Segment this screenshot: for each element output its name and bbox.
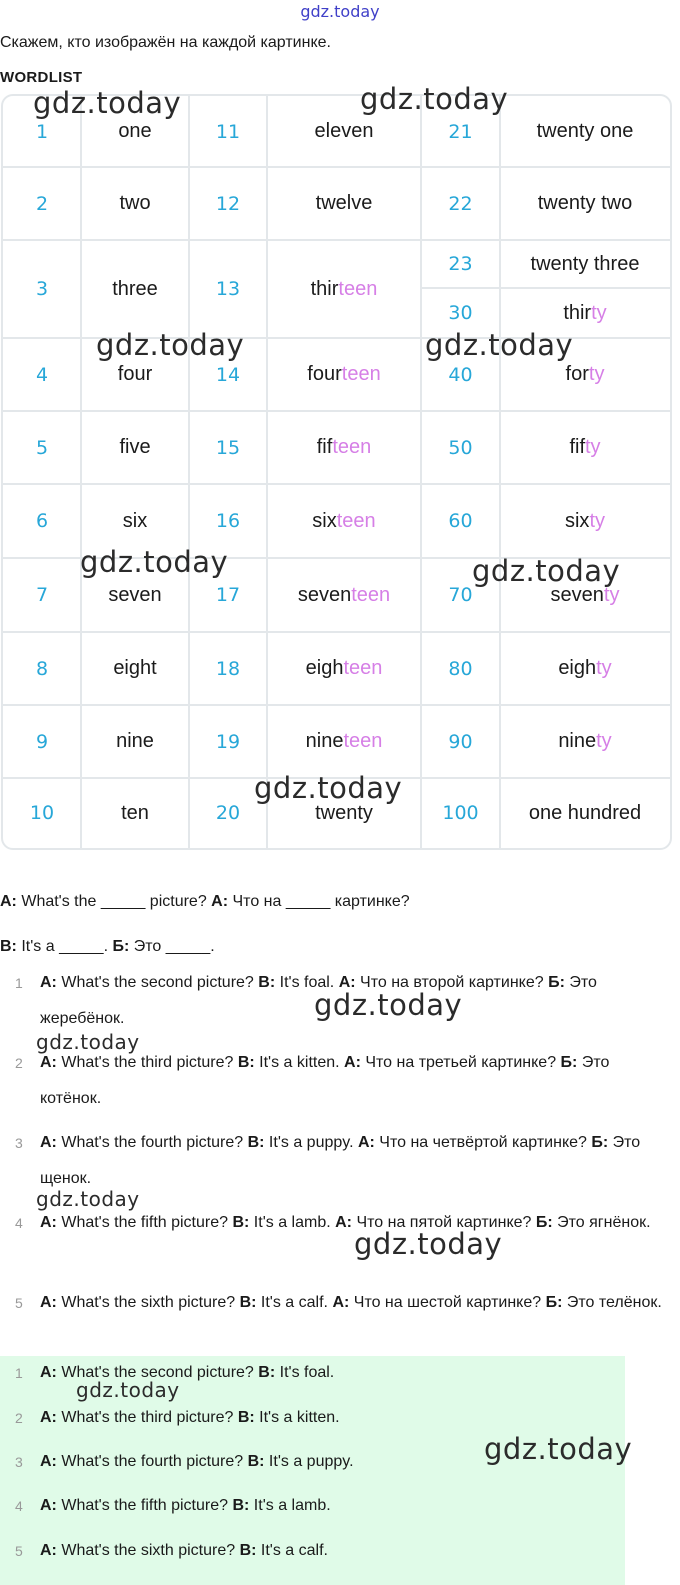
text-part: Что на четвёртой картинке?: [374, 1134, 592, 1151]
number-cell: 6: [35, 510, 49, 532]
item-text: [40, 1045, 672, 1117]
text-part: B:: [237, 1054, 255, 1071]
text-part: А:: [338, 974, 356, 991]
wordlist-table: [1, 94, 672, 850]
number-cell: 50: [448, 436, 473, 459]
word-cell: [500, 484, 670, 558]
watermark: gdz.today: [80, 545, 229, 579]
number-cell: 20: [215, 802, 241, 824]
text-part: А:: [357, 1134, 375, 1151]
item-number: 5: [15, 1543, 23, 1559]
watermark: gdz.today: [76, 1378, 180, 1402]
word-cell: [500, 288, 670, 338]
text-part: A:: [40, 1134, 57, 1151]
number-cell: 30: [448, 302, 473, 324]
text-part: Б:: [535, 1214, 553, 1231]
word-cell: six: [122, 509, 148, 532]
word-cell: [267, 96, 421, 167]
word-suffix: teen: [341, 363, 381, 385]
text-part: What's the fourth picture?: [56, 1134, 248, 1151]
word-suffix: ty: [596, 657, 612, 679]
text-part: It's a puppy.: [264, 1134, 358, 1151]
number-cell: 17: [215, 584, 241, 606]
text-part: A:: [40, 1409, 57, 1426]
word-suffix: teen: [343, 657, 383, 679]
word-stem: for: [565, 363, 589, 385]
text-part: Это жеребёнок.: [40, 974, 597, 1027]
item-number: 4: [15, 1498, 23, 1514]
word-stem: twenty: [315, 801, 373, 824]
text-part: A:: [40, 1214, 57, 1231]
word-suffix: teen: [338, 277, 378, 300]
text-part: B:: [237, 1409, 255, 1426]
text-part: B:: [239, 1542, 257, 1559]
word-stem: thir: [563, 301, 592, 324]
item-number: 1: [15, 1365, 23, 1381]
number-cell: 90: [448, 730, 473, 753]
text-part: Б:: [548, 974, 565, 991]
text-part: Что на третьей картинке?: [360, 1054, 561, 1071]
wordlist-heading: WORDLIST: [0, 69, 83, 86]
word-cell: two: [119, 192, 151, 214]
item-text: [40, 1444, 672, 1480]
number-cell: 12: [215, 192, 241, 215]
watermark: gdz.today: [254, 771, 403, 805]
watermark: gdz.today: [354, 1227, 503, 1261]
dialogue-pattern-question: A: What's the _____ picture? А: Что на _____ картинке?: [0, 893, 410, 910]
word-cell: five: [119, 436, 151, 458]
number-cell: 18: [215, 657, 241, 680]
word-stem: thir: [310, 277, 339, 300]
number-cell: 3: [35, 278, 49, 300]
text-part: It's foal.: [275, 974, 339, 991]
word-stem: twenty three: [530, 252, 640, 275]
word-cell: [500, 558, 670, 632]
number-cell: 22: [448, 192, 473, 215]
text-part: B:: [239, 1294, 257, 1311]
item-number: 3: [15, 1135, 23, 1151]
word-stem: six: [312, 509, 337, 532]
text-part: Б:: [560, 1054, 578, 1071]
word-stem: six: [564, 509, 590, 532]
text-part: B:: [247, 1134, 265, 1151]
word-suffix: teen: [351, 583, 391, 606]
watermark: gdz.today: [425, 328, 574, 362]
word-stem: eigh: [558, 657, 597, 679]
number-cell: 40: [448, 363, 473, 386]
item-text: [40, 1488, 672, 1524]
text-part: It's a calf.: [256, 1542, 328, 1559]
text-part: Это телёнок.: [562, 1294, 662, 1311]
word-cell: [500, 632, 670, 705]
word-stem: twenty two: [537, 192, 633, 214]
number-cell: 7: [35, 584, 49, 606]
number-cell: 16: [215, 510, 241, 532]
text-part: It's a lamb.: [249, 1497, 331, 1514]
word-cell: [500, 705, 670, 778]
word-stem: four: [307, 363, 342, 385]
word-cell: [500, 240, 670, 288]
watermark-top: gdz.today: [300, 2, 380, 21]
number-cell: 1: [35, 120, 49, 143]
word-stem: twenty one: [536, 120, 634, 142]
word-suffix: ty: [603, 583, 620, 606]
word-cell: [500, 338, 670, 411]
text-part: What's the second picture?: [56, 1364, 259, 1381]
text-part: What's the third picture?: [56, 1054, 238, 1071]
text-part: B:: [232, 1214, 250, 1231]
text-part: It's a kitten.: [254, 1409, 340, 1426]
watermark: gdz.today: [33, 86, 182, 120]
word-stem: fif: [569, 436, 585, 458]
number-cell: 9: [35, 730, 49, 753]
text-part: What's the sixth picture?: [56, 1294, 240, 1311]
word-cell: [267, 705, 421, 778]
text-part: Это ягнёнок.: [552, 1214, 651, 1231]
text-part: Б:: [591, 1134, 609, 1151]
word-cell: [267, 338, 421, 411]
word-suffix: ty: [589, 509, 605, 532]
number-cell: 21: [448, 120, 473, 143]
word-suffix: ty: [591, 301, 607, 324]
text-part: What's the fifth picture?: [56, 1214, 233, 1231]
word-cell: [500, 411, 670, 484]
watermark: gdz.today: [472, 554, 621, 588]
text-part: Б:: [545, 1294, 563, 1311]
item-number: 4: [15, 1215, 23, 1231]
dialogue-pattern-answer: B: It's a _____. Б: Это _____.: [0, 938, 215, 955]
number-cell: 60: [448, 510, 473, 532]
text-part: B:: [232, 1497, 250, 1514]
text-part: Что на шестой картинке?: [349, 1294, 546, 1311]
watermark: gdz.today: [36, 1187, 140, 1211]
number-cell: 23: [448, 253, 473, 275]
text-part: Что на пятой картинке?: [352, 1214, 536, 1231]
watermark: gdz.today: [96, 328, 245, 362]
text-part: What's the second picture?: [56, 974, 259, 991]
item-number: 5: [15, 1295, 23, 1311]
word-suffix: teen: [332, 436, 372, 458]
word-suffix: ty: [585, 436, 601, 458]
word-cell: [267, 240, 421, 338]
word-cell: ten: [121, 801, 149, 824]
text-part: A:: [40, 974, 57, 991]
text-part: It's a calf.: [256, 1294, 333, 1311]
number-cell: 70: [448, 584, 473, 606]
number-cell: 11: [215, 120, 241, 143]
word-cell: eight: [113, 657, 157, 679]
text-part: А:: [344, 1054, 361, 1071]
text-part: What's the fourth picture?: [56, 1453, 248, 1470]
item-text: [40, 1400, 672, 1436]
number-cell: 13: [215, 278, 241, 300]
word-cell: seven: [108, 583, 162, 606]
word-cell: one: [118, 120, 152, 142]
number-cell: 4: [35, 363, 49, 386]
item-text: [40, 965, 672, 1037]
word-stem: one hundred: [528, 801, 642, 824]
word-cell: [267, 558, 421, 632]
number-cell: 19: [215, 730, 241, 753]
text-part: A:: [40, 1497, 57, 1514]
number-cell: 80: [448, 657, 473, 680]
text-part: B:: [258, 974, 276, 991]
text-part: Это котёнок.: [40, 1054, 610, 1107]
word-suffix: teen: [336, 509, 376, 532]
item-number: 2: [15, 1410, 23, 1426]
text-part: B:: [258, 1364, 276, 1381]
number-cell: 5: [35, 436, 49, 459]
word-suffix: teen: [343, 730, 383, 752]
number-cell: 15: [215, 436, 241, 459]
word-cell: [500, 167, 670, 240]
word-suffix: ty: [596, 730, 612, 752]
text-part: A:: [40, 1364, 57, 1381]
number-cell: 8: [35, 657, 49, 680]
word-cell: nine: [116, 730, 154, 752]
word-stem: seven: [297, 583, 352, 606]
word-stem: fif: [316, 436, 333, 458]
text-part: A:: [40, 1453, 57, 1470]
number-cell: 100: [442, 802, 479, 824]
watermark: gdz.today: [314, 988, 463, 1022]
item-number: 3: [15, 1454, 23, 1470]
text-part: What's the third picture?: [56, 1409, 238, 1426]
word-cell: [267, 167, 421, 240]
word-suffix: ty: [588, 363, 605, 385]
word-stem: nine: [558, 730, 597, 752]
word-stem: seven: [550, 583, 604, 606]
word-cell: [500, 778, 670, 848]
word-stem: nine: [305, 730, 344, 752]
word-cell: [267, 632, 421, 705]
task-instruction: Скажем, кто изображён на каждой картинке.: [0, 34, 331, 51]
text-part: А:: [332, 1294, 350, 1311]
item-text: [40, 1205, 672, 1241]
text-part: Это щенок.: [40, 1134, 641, 1187]
text-part: It's foal.: [275, 1364, 335, 1381]
word-cell: [500, 96, 670, 167]
number-cell: 2: [35, 192, 49, 215]
word-stem: eleven: [314, 120, 374, 142]
item-text: [40, 1533, 672, 1569]
watermark: gdz.today: [484, 1432, 633, 1466]
item-number: 1: [15, 975, 23, 991]
word-cell: [267, 778, 421, 848]
word-stem: eigh: [305, 657, 344, 679]
item-text: [40, 1125, 672, 1197]
text-part: What's the fifth picture?: [56, 1497, 233, 1514]
number-cell: 14: [215, 363, 241, 386]
text-part: A:: [40, 1054, 57, 1071]
word-cell: three: [112, 277, 158, 300]
text-part: What's the sixth picture?: [56, 1542, 240, 1559]
text-part: Что на второй картинке?: [355, 974, 549, 991]
text-part: А:: [335, 1214, 352, 1231]
text-part: A:: [40, 1542, 57, 1559]
watermark: gdz.today: [36, 1030, 140, 1054]
word-stem: twelve: [315, 192, 373, 214]
text-part: It's a kitten.: [254, 1054, 345, 1071]
item-text: [40, 1355, 672, 1391]
watermark: gdz.today: [360, 82, 509, 116]
word-cell: [267, 411, 421, 484]
item-text: [40, 1285, 672, 1321]
text-part: A:: [40, 1294, 57, 1311]
item-number: 2: [15, 1055, 23, 1071]
text-part: It's a puppy.: [264, 1453, 354, 1470]
word-cell: [267, 484, 421, 558]
text-part: It's a lamb.: [249, 1214, 336, 1231]
word-cell: four: [117, 363, 153, 385]
text-part: B:: [247, 1453, 265, 1470]
number-cell: 10: [29, 802, 55, 824]
